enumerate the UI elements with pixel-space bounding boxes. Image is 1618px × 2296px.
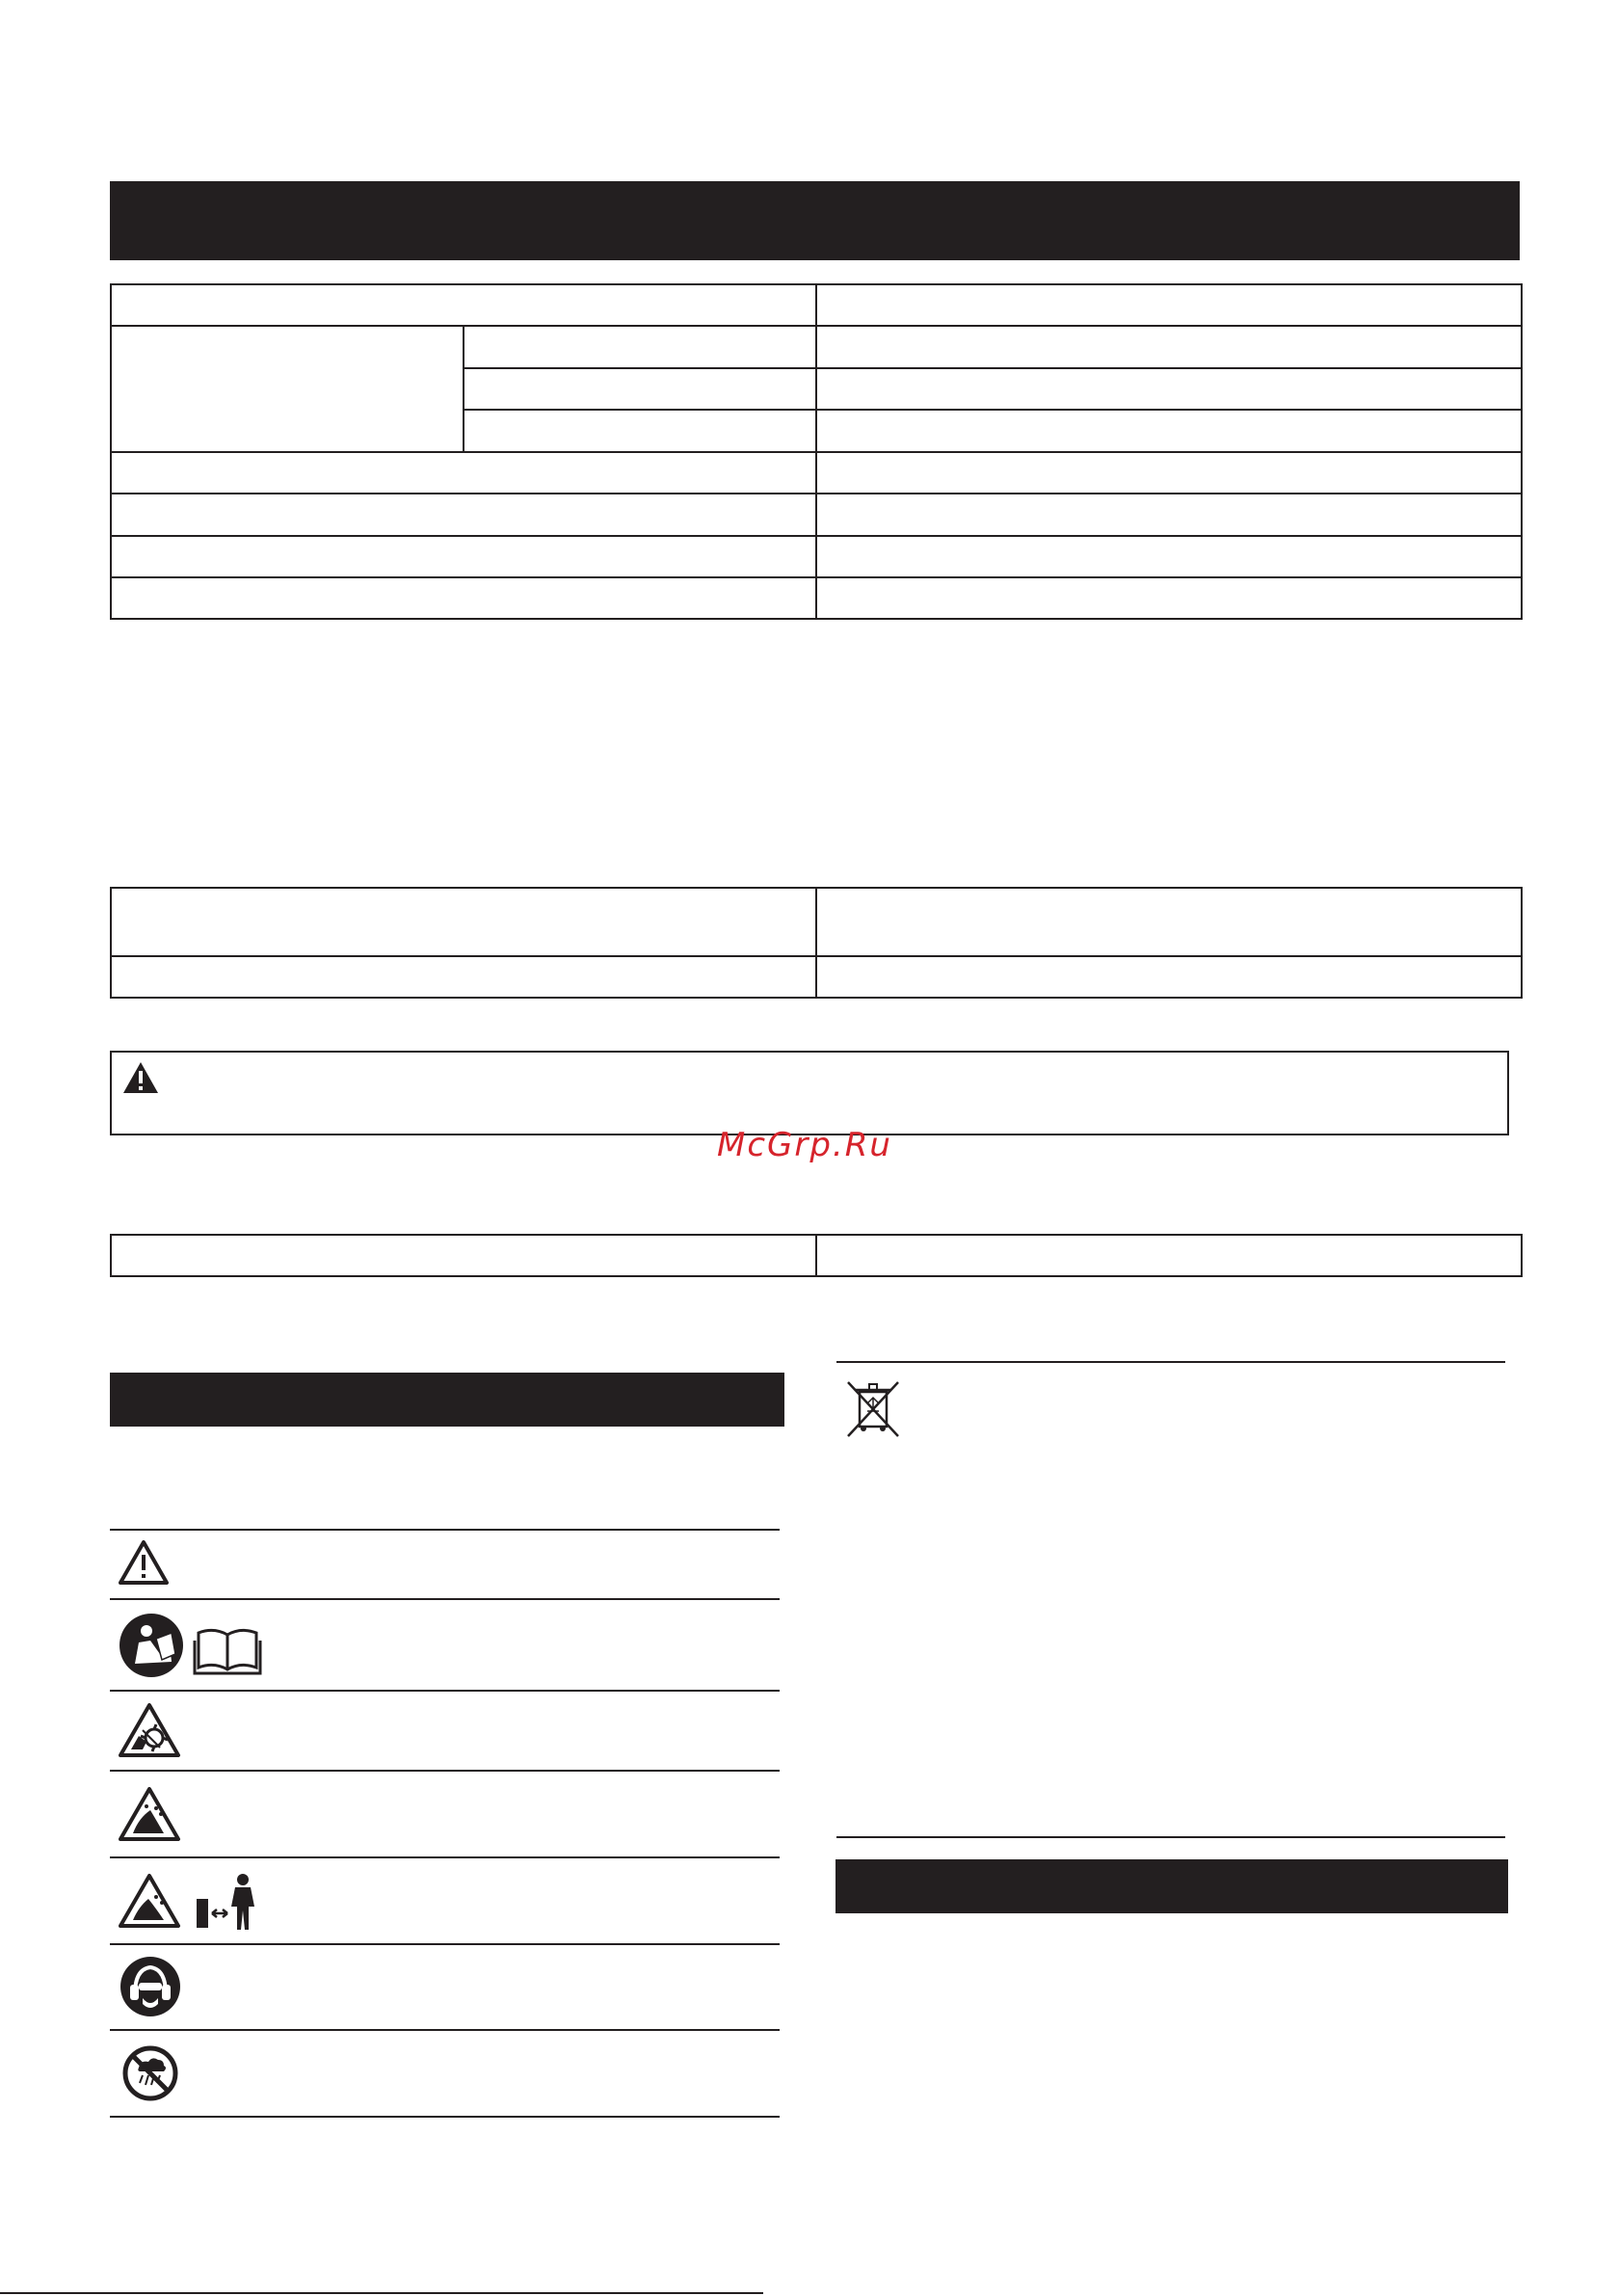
spec-value (816, 494, 1522, 536)
warning-triangle-icon (118, 1538, 170, 1587)
table-row (111, 326, 1522, 368)
table-row (111, 536, 1522, 577)
spec-label (111, 494, 816, 536)
crossed-out-bin-icon (844, 1378, 902, 1438)
spec-group-label (111, 326, 464, 452)
table-row (111, 452, 1522, 494)
spec-sub-label (464, 410, 816, 452)
list-item (110, 1692, 780, 1770)
list-item (110, 1600, 780, 1690)
table-row (111, 888, 1522, 956)
spec-value (816, 452, 1522, 494)
section-heading-bar-symbols (110, 1373, 784, 1427)
no-rain-icon (121, 2044, 179, 2102)
watermark: McGrp.Ru (717, 1126, 892, 1164)
list-item (110, 2031, 780, 2116)
spec-label (111, 536, 816, 577)
spec-value (816, 410, 1522, 452)
spec-value (816, 284, 1522, 326)
section-heading-bar-specifications (110, 181, 1520, 260)
warning-box (110, 1051, 1509, 1135)
section-heading-bar-intended-use (836, 1859, 1508, 1913)
warning-triangle-icon (121, 1060, 160, 1095)
keep-distance-bystanders-icon (118, 1870, 262, 1932)
spec-label (111, 284, 816, 326)
table-row (111, 577, 1522, 619)
spec-value (816, 577, 1522, 619)
footer-rule (0, 2292, 763, 2294)
rotating-blade-hazard-icon (118, 1701, 181, 1759)
table-row (111, 1235, 1522, 1276)
divider (110, 2116, 780, 2118)
list-item (110, 1858, 780, 1943)
emission-table (110, 1234, 1523, 1277)
table-row (111, 284, 1522, 326)
spec-sub-label (464, 326, 816, 368)
specifications-table (110, 283, 1523, 620)
emission-value (816, 1235, 1522, 1276)
divider (836, 1836, 1505, 1838)
eye-ear-protection-icon (119, 1956, 181, 2017)
list-item (110, 1531, 780, 1598)
emission-label (111, 1235, 816, 1276)
battery-value (816, 956, 1522, 998)
battery-value (816, 888, 1522, 956)
table-row (111, 494, 1522, 536)
spec-label (111, 452, 816, 494)
list-item (110, 1945, 780, 2029)
spec-sub-label (464, 368, 816, 410)
list-item (110, 1772, 780, 1856)
battery-table (110, 887, 1523, 999)
spec-label (111, 577, 816, 619)
thrown-objects-hazard-icon (118, 1785, 181, 1843)
spec-value (816, 536, 1522, 577)
read-manual-icon (118, 1612, 262, 1679)
spec-value (816, 368, 1522, 410)
divider (836, 1361, 1505, 1363)
battery-label (111, 956, 816, 998)
spec-value (816, 326, 1522, 368)
table-row (111, 956, 1522, 998)
battery-label (111, 888, 816, 956)
